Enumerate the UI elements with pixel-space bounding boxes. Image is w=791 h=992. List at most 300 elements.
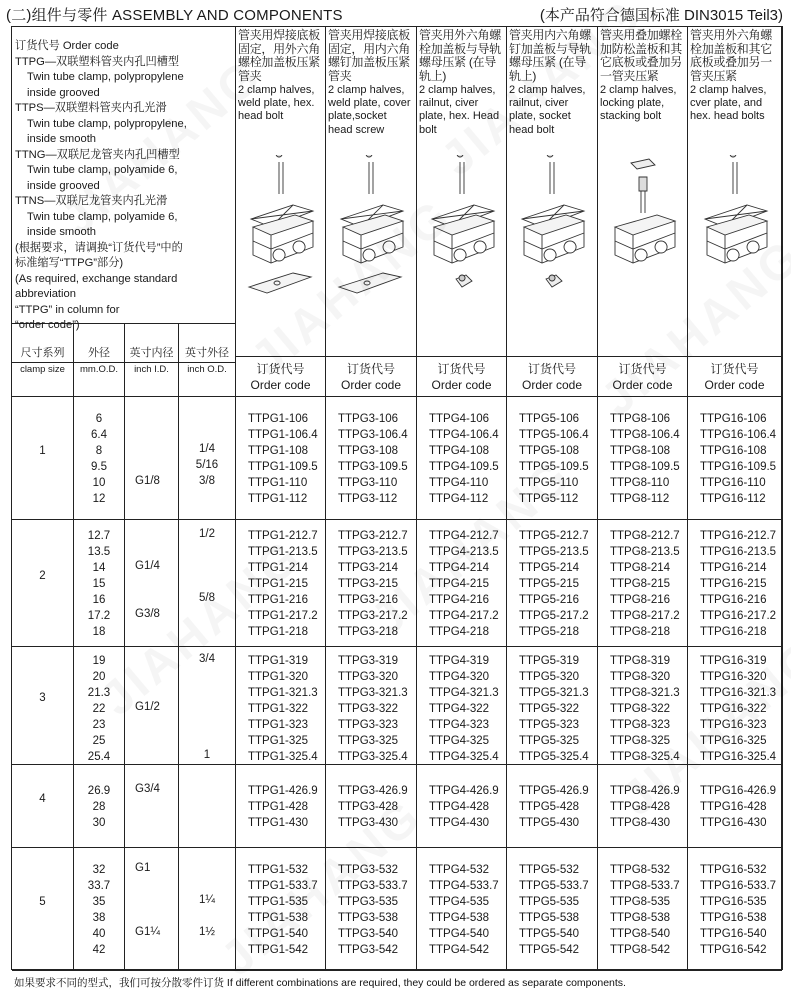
footer-note: 如果要求不同的型式，我们可按分散零件订货 If different combinations are required, they could be ordered as separate components. [14, 977, 626, 989]
order-code: TTPG16-532 [700, 864, 767, 876]
order-code: TTPG4-430 [429, 817, 490, 829]
component-desc-en: 2 clamp halves, weld plate, cover plate,socket head screw [328, 84, 411, 136]
component-column-1 [236, 27, 326, 357]
order-code: TTPG5-320 [519, 671, 580, 683]
order-code: TTPG5-426.9 [519, 785, 589, 797]
order-code-en: Order code [704, 378, 765, 392]
order-codes-cell [688, 647, 782, 765]
inch-id-value: G1/8 [135, 475, 160, 487]
order-codes-cell [236, 765, 326, 848]
order-code-header [326, 357, 417, 397]
od-value: 38 [92, 912, 106, 924]
order-code: TTPG5-106 [519, 413, 580, 425]
order-code: TTPG1-212.7 [248, 530, 318, 542]
order-code-en: Order code [431, 378, 492, 392]
order-code: TTPG4-426.9 [429, 785, 499, 797]
order-code: TTPG1-319 [248, 655, 309, 667]
od-value: 33.7 [87, 880, 111, 892]
clamp-size-cell [12, 397, 74, 520]
order-code: TTPG1-216 [248, 594, 309, 606]
header-en: clamp size [20, 364, 65, 375]
order-code: TTPG5-110 [519, 477, 579, 489]
order-code: TTPG1-428 [248, 801, 309, 813]
mm-od-cell [74, 848, 125, 971]
order-code: TTPG3-430 [338, 817, 399, 829]
order-code: TTPG3-538 [338, 912, 399, 924]
clamp-size-value: 3 [39, 692, 46, 704]
component-column-2 [326, 27, 417, 357]
order-code: TTPG8-112 [610, 493, 670, 505]
order-code: TTPG5-430 [519, 817, 580, 829]
order-code: TTPG4-109.5 [429, 461, 499, 473]
order-code: TTPG8-428 [610, 801, 671, 813]
components-table [11, 26, 783, 970]
order-code-cn: 订货代号 [618, 362, 667, 376]
order-code: TTPG3-533.7 [338, 880, 408, 892]
od-value: 42 [92, 944, 106, 956]
component-desc-cn: 管夹用外六角螺栓加盖板和其它底板或叠加另一管夹压紧 [690, 28, 772, 83]
legend-line: TTPS—双联塑料管夹内孔光滑 [15, 102, 167, 114]
order-code: TTPG3-112 [338, 493, 398, 505]
order-code: TTPG5-428 [519, 801, 580, 813]
order-code: TTPG1-108 [248, 445, 309, 457]
order-code: TTPG16-321.3 [700, 687, 777, 699]
inch-od-value: 1½ [199, 926, 215, 938]
order-codes-cell [236, 647, 326, 765]
inch-id-value: G1/2 [135, 701, 160, 713]
order-code: TTPG16-320 [700, 671, 767, 683]
order-code: TTPG8-216 [610, 594, 671, 606]
inch-id-value: G1/4 [135, 560, 160, 572]
order-code: TTPG8-320 [610, 671, 671, 683]
order-code-header [688, 357, 782, 397]
order-code: TTPG1-426.9 [248, 785, 318, 797]
mm-od-cell [74, 765, 125, 848]
order-code: TTPG5-217.2 [519, 610, 589, 622]
order-codes-cell [507, 647, 598, 765]
order-code: TTPG4-322 [429, 703, 490, 715]
order-code: TTPG16-109.5 [700, 461, 777, 473]
order-code-en: Order code [340, 378, 402, 392]
order-code: TTPG8-325 [610, 735, 671, 747]
inch-od-cell [179, 520, 236, 647]
legend-line: inside grooved [27, 86, 100, 99]
order-code: TTPG3-218 [338, 626, 399, 638]
order-code: TTPG5-321.3 [519, 687, 589, 699]
legend-line: Twin tube clamp, polypropylene, [27, 117, 187, 130]
legend-line: (As required, exchange standard abbreviation [15, 272, 178, 300]
order-code-header [417, 357, 507, 397]
order-code: TTPG8-214 [610, 562, 671, 574]
order-code: TTPG4-218 [429, 626, 490, 638]
order-code: TTPG1-110 [248, 477, 308, 489]
legend-line: TTNS—双联尼龙管夹内孔光滑 [15, 195, 168, 207]
order-codes-cell [598, 647, 688, 765]
order-codes-cell [688, 397, 782, 520]
order-code: TTPG8-109.5 [610, 461, 680, 473]
order-codes-cell [507, 848, 598, 971]
column-header-clamp-size [12, 324, 74, 397]
header-cn: 尺寸系列 [12, 344, 73, 363]
header-cn: 外径 [74, 344, 124, 363]
order-code: TTPG4-319 [429, 655, 490, 667]
od-value: 12 [92, 493, 106, 505]
od-value: 18 [92, 626, 106, 638]
order-code: TTPG5-215 [519, 578, 580, 590]
order-code: TTPG1-325.4 [248, 751, 318, 763]
order-code-header [236, 357, 326, 397]
order-code: TTPG8-213.5 [610, 546, 680, 558]
order-code: TTPG1-217.2 [248, 610, 318, 622]
inch-od-value: 3/4 [199, 653, 215, 665]
inch-od-cell [179, 647, 236, 765]
legend-line: (根据要求，请调换“订货代号”中的 [15, 241, 183, 254]
order-code: TTPG8-430 [610, 817, 671, 829]
inch-id-value: G1¼ [135, 926, 160, 938]
standard-note: (本产品符合德国标准 DIN3015 Teil3) [539, 7, 783, 24]
od-value: 25.4 [87, 751, 111, 763]
order-code: TTPG16-217.2 [700, 610, 777, 622]
od-value: 20 [92, 671, 106, 683]
order-code: TTPG3-106 [338, 413, 399, 425]
order-code: TTPG8-533.7 [610, 880, 680, 892]
order-codes-cell [598, 397, 688, 520]
legend-line: inside grooved [27, 179, 100, 192]
component-column-5 [598, 27, 688, 357]
order-codes-cell [507, 397, 598, 520]
order-code-header [598, 357, 688, 397]
order-code: TTPG16-325 [700, 735, 767, 747]
order-code: TTPG5-213.5 [519, 546, 589, 558]
order-codes-cell [598, 848, 688, 971]
od-value: 22 [92, 703, 106, 715]
order-code: TTPG4-108 [429, 445, 490, 457]
order-code: TTPG1-218 [248, 626, 309, 638]
order-code-en: Order code [250, 378, 311, 392]
od-value: 25 [92, 735, 106, 747]
order-code-legend [12, 27, 236, 331]
order-code: TTPG8-215 [610, 578, 671, 590]
order-code: TTPG16-538 [700, 912, 767, 924]
order-code: TTPG5-319 [519, 655, 580, 667]
order-code: TTPG4-215 [429, 578, 490, 590]
order-code: TTPG4-213.5 [429, 546, 499, 558]
order-code: TTPG8-321.3 [610, 687, 680, 699]
mm-od-cell [74, 397, 125, 520]
order-code: TTPG3-216 [338, 594, 399, 606]
legend-line: 订货代号 Order code [15, 40, 119, 52]
order-code: TTPG4-106.4 [429, 429, 499, 441]
inch-od-value: 5/8 [199, 592, 215, 604]
inch-od-value: 1/2 [199, 528, 215, 540]
order-code: TTPG16-428 [700, 801, 767, 813]
order-code: TTPG16-215 [700, 578, 767, 590]
order-codes-cell [326, 848, 417, 971]
order-code: TTPG4-212.7 [429, 530, 499, 542]
order-code: TTPG4-535 [429, 896, 490, 908]
order-code-header [507, 357, 598, 397]
clamp-size-value: 5 [39, 895, 46, 908]
legend-line: TTPG—双联塑料管夹内孔凹槽型 [15, 55, 180, 68]
order-codes-cell [688, 765, 782, 848]
inch-id-value: G1 [135, 862, 151, 874]
od-value: 12.7 [87, 530, 111, 542]
order-code: TTPG4-217.2 [429, 610, 499, 622]
order-codes-cell [326, 765, 417, 848]
inch-id-cell [125, 765, 179, 848]
order-code: TTPG16-218 [700, 626, 767, 638]
order-code: TTPG8-106.4 [610, 429, 680, 441]
mm-od-cell [74, 520, 125, 647]
inch-id-cell [125, 647, 179, 765]
header-cn: 英寸内径 [125, 344, 178, 363]
order-code: TTPG8-322 [610, 703, 671, 715]
od-value: 6.4 [91, 429, 107, 441]
order-code: TTPG1-213.5 [248, 546, 318, 558]
legend-line: TTNG—双联尼龙管夹内孔凹槽型 [15, 148, 180, 161]
order-code: TTPG1-112 [248, 493, 308, 505]
legend-line: inside smooth [27, 133, 97, 145]
column-header-inch-od [179, 324, 236, 397]
order-code: TTPG3-322 [338, 703, 399, 715]
order-code: TTPG5-533.7 [519, 880, 589, 892]
order-code: TTPG8-325.4 [610, 751, 680, 763]
legend-line: “order code”) [15, 319, 80, 331]
order-code: TTPG16-322 [700, 703, 767, 715]
order-code: TTPG1-430 [248, 817, 309, 829]
order-code: TTPG4-321.3 [429, 687, 499, 699]
order-code-cn: 订货代号 [710, 362, 759, 376]
legend-line: Twin tube clamp, polyamide 6, [27, 164, 178, 176]
inch-od-cell [179, 397, 236, 520]
header-en: inch I.D. [134, 364, 169, 375]
order-code: TTPG1-540 [248, 928, 309, 940]
order-code: TTPG3-542 [338, 944, 399, 956]
column-header-mm-od [74, 324, 125, 397]
order-code: TTPG16-108 [700, 445, 767, 457]
order-codes-cell [507, 520, 598, 647]
legend-line: “TTPG” in column for [15, 303, 120, 316]
order-code: TTPG8-538 [610, 912, 671, 924]
order-codes-cell [326, 397, 417, 520]
order-code: TTPG16-533.7 [700, 880, 777, 892]
order-code: TTPG3-109.5 [338, 461, 408, 473]
order-code: TTPG3-110 [338, 477, 398, 489]
order-codes-cell [417, 397, 507, 520]
order-code: TTPG3-215 [338, 578, 399, 590]
legend-line: 标准缩写“TTPG”部分) [15, 257, 124, 269]
order-code: TTPG1-532 [248, 864, 309, 876]
order-code: TTPG4-112 [429, 493, 489, 505]
order-code: TTPG16-323 [700, 719, 767, 731]
order-code: TTPG16-325.4 [700, 751, 777, 763]
order-code: TTPG5-538 [519, 912, 580, 924]
od-value: 21.3 [87, 687, 111, 699]
order-code-cn: 订货代号 [527, 362, 576, 376]
component-desc-cn: 管夹用焊接底板固定，用内六角螺钉加盖板压紧管夹 [328, 28, 410, 83]
header-en: inch O.D. [187, 364, 227, 375]
component-desc-en: 2 clamp halves, railnut, civer plate, hex. Head bolt [419, 84, 500, 136]
od-value: 26.9 [87, 785, 111, 797]
order-code: TTPG5-532 [519, 864, 580, 876]
order-code: TTPG5-322 [519, 703, 580, 715]
order-code: TTPG5-108 [519, 445, 580, 457]
inch-id-cell [125, 520, 179, 647]
order-code: TTPG3-325.4 [338, 751, 408, 763]
order-code: TTPG3-320 [338, 671, 399, 683]
order-code: TTPG5-325.4 [519, 751, 589, 763]
inch-id-value: G3/4 [135, 783, 160, 795]
od-value: 13.5 [87, 546, 111, 558]
order-code: TTPG1-535 [248, 896, 309, 908]
order-code: TTPG16-212.7 [700, 530, 777, 542]
order-codes-cell [417, 520, 507, 647]
inch-od-value: 1 [203, 749, 211, 761]
od-value: 9.5 [91, 461, 107, 473]
od-value: 8 [95, 445, 103, 457]
order-codes-cell [236, 397, 326, 520]
order-code: TTPG5-218 [519, 626, 580, 638]
order-code: TTPG16-542 [700, 944, 767, 956]
inch-od-value: 3/8 [199, 475, 215, 487]
order-code: TTPG8-532 [610, 864, 671, 876]
order-code-cn: 订货代号 [346, 362, 395, 376]
component-desc-en: 2 clamp halves, weld plate, hex. head bolt [238, 84, 315, 123]
od-value: 28 [92, 801, 106, 813]
component-desc-en: 2 clamp halves, locking plate, stacking bolt [600, 84, 677, 123]
page-title: (二)组件与零件 ASSEMBLY AND COMPONENTS [6, 7, 343, 24]
inch-od-cell [179, 765, 236, 848]
order-code: TTPG8-217.2 [610, 610, 680, 622]
order-code: TTPG5-542 [519, 944, 580, 956]
order-code: TTPG5-325 [519, 735, 580, 747]
order-code: TTPG1-323 [248, 719, 309, 731]
order-code: TTPG5-106.4 [519, 429, 589, 441]
order-code: TTPG8-212.7 [610, 530, 680, 542]
order-codes-cell [236, 520, 326, 647]
order-code: TTPG4-323 [429, 719, 490, 731]
component-desc-en: 2 clamp halves, cver plate, and hex. head bolts [690, 84, 767, 123]
component-column-6 [688, 27, 782, 357]
inch-od-cell [179, 848, 236, 971]
order-codes-cell [417, 765, 507, 848]
mm-od-cell [74, 647, 125, 765]
order-code: TTPG8-542 [610, 944, 671, 956]
order-code: TTPG5-112 [519, 493, 579, 505]
order-code: TTPG1-322 [248, 703, 309, 715]
order-code: TTPG3-217.2 [338, 610, 408, 622]
component-column-4 [507, 27, 598, 357]
component-column-3 [417, 27, 507, 357]
order-code: TTPG4-325.4 [429, 751, 499, 763]
clamp-size-cell [12, 765, 74, 848]
order-code: TTPG5-109.5 [519, 461, 589, 473]
od-value: 19 [92, 655, 106, 667]
od-value: 23 [92, 719, 106, 731]
order-code: TTPG16-430 [700, 817, 767, 829]
order-code: TTPG4-533.7 [429, 880, 499, 892]
order-code: TTPG1-106 [248, 413, 309, 425]
clamp-size-cell [12, 520, 74, 647]
od-value: 16 [92, 594, 106, 606]
component-desc-cn: 管夹用叠加螺栓加防松盖板和其它底板或叠加另一管夹压紧 [600, 28, 682, 83]
order-code: TTPG5-212.7 [519, 530, 589, 542]
order-code: TTPG3-325 [338, 735, 399, 747]
order-code: TTPG4-110 [429, 477, 489, 489]
order-code: TTPG16-319 [700, 655, 767, 667]
order-codes-cell [688, 520, 782, 647]
order-codes-cell [417, 848, 507, 971]
order-code: TTPG16-535 [700, 896, 767, 908]
inch-od-value: 1¼ [199, 894, 215, 906]
order-code: TTPG3-319 [338, 655, 399, 667]
od-value: 30 [92, 817, 106, 829]
od-value: 6 [95, 413, 103, 425]
component-desc-en: 2 clamp halves, railnut, civer plate, socket head bolt [509, 84, 586, 136]
order-code: TTPG3-212.7 [338, 530, 408, 542]
order-code: TTPG3-540 [338, 928, 399, 940]
inch-id-cell [125, 397, 179, 520]
column-header-inch-id [125, 324, 179, 397]
order-code: TTPG16-112 [700, 493, 766, 505]
order-code: TTPG1-321.3 [248, 687, 318, 699]
clamp-size-value: 4 [39, 792, 46, 805]
od-value: 40 [92, 928, 106, 940]
od-value: 35 [92, 896, 106, 908]
order-code: TTPG4-538 [429, 912, 490, 924]
order-code: TTPG4-214 [429, 562, 490, 574]
order-code: TTPG3-108 [338, 445, 399, 457]
legend-line: Twin tube clamp, polyamide 6, [27, 210, 178, 223]
order-code: TTPG1-533.7 [248, 880, 318, 892]
order-code-en: Order code [521, 378, 583, 392]
order-codes-cell [236, 848, 326, 971]
order-code: TTPG4-542 [429, 944, 490, 956]
order-code: TTPG1-106.4 [248, 429, 318, 441]
order-code: TTPG4-325 [429, 735, 490, 747]
order-code: TTPG3-535 [338, 896, 399, 908]
order-code: TTPG4-532 [429, 864, 490, 876]
order-code: TTPG1-214 [248, 562, 309, 574]
od-value: 17.2 [87, 610, 111, 622]
clamp-size-cell [12, 647, 74, 765]
order-code: TTPG8-218 [610, 626, 671, 638]
od-value: 15 [92, 578, 106, 590]
inch-id-value: G3/8 [135, 608, 160, 620]
order-code: TTPG1-538 [248, 912, 309, 924]
order-code-en: Order code [612, 378, 673, 392]
order-code: TTPG8-426.9 [610, 785, 680, 797]
order-code: TTPG16-106.4 [700, 429, 777, 441]
order-code: TTPG4-320 [429, 671, 490, 683]
order-codes-cell [598, 765, 688, 848]
order-code: TTPG8-540 [610, 928, 671, 940]
clamp-size-cell [12, 848, 74, 971]
order-code: TTPG4-540 [429, 928, 490, 940]
order-codes-cell [688, 848, 782, 971]
order-code: TTPG16-214 [700, 562, 767, 574]
order-code: TTPG3-428 [338, 801, 399, 813]
order-code: TTPG5-540 [519, 928, 580, 940]
component-desc-cn: 管夹用焊接底板固定，用外六角螺栓加盖板压紧管夹 [238, 28, 320, 83]
order-code: TTPG3-321.3 [338, 687, 408, 699]
order-code: TTPG3-214 [338, 562, 399, 574]
order-code-cn: 订货代号 [437, 362, 486, 376]
order-code: TTPG3-323 [338, 719, 399, 731]
od-value: 14 [92, 562, 106, 574]
order-code: TTPG5-216 [519, 594, 580, 606]
order-code: TTPG8-110 [610, 477, 670, 489]
